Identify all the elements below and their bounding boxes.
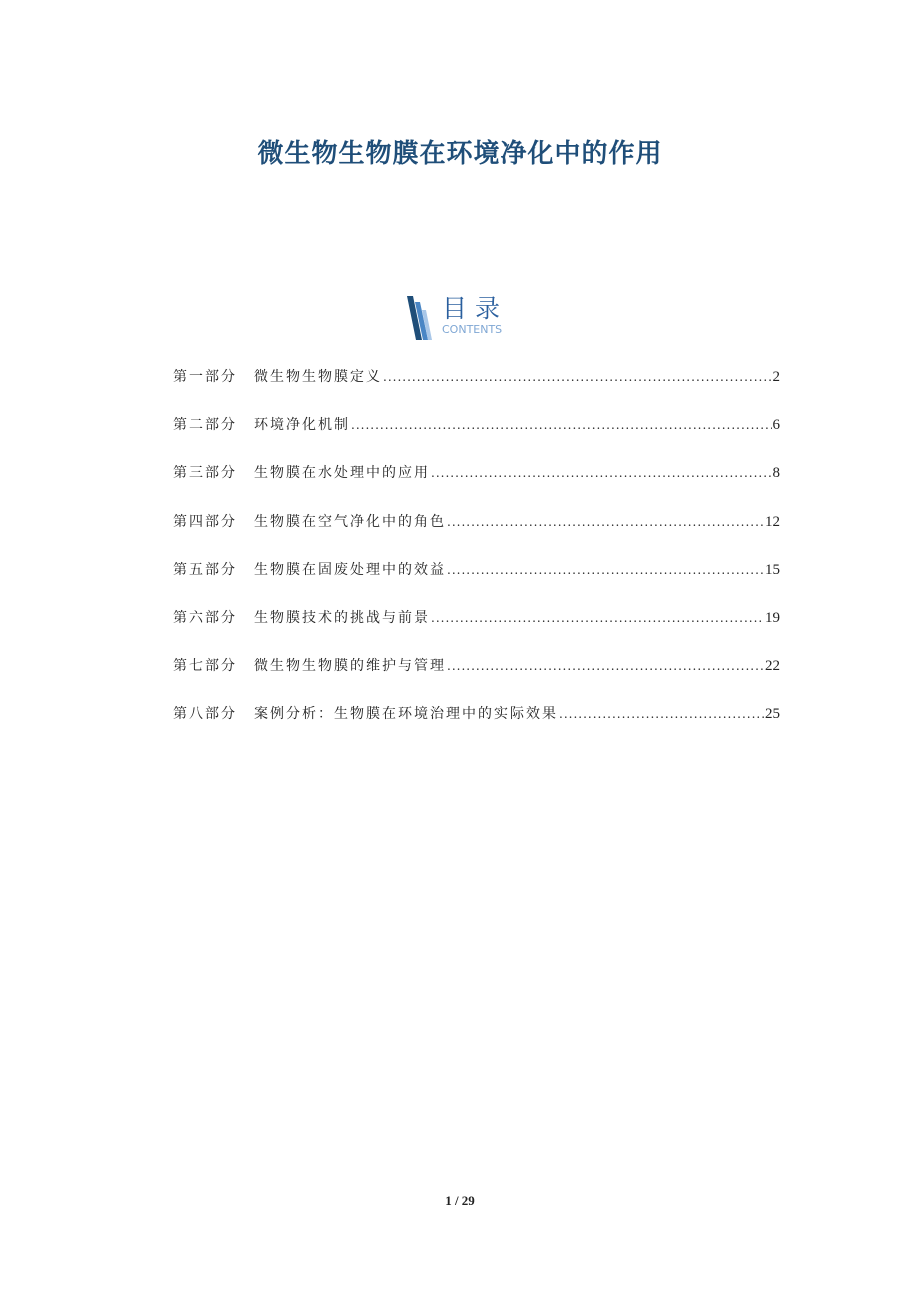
- toc-dot-leader: [431, 460, 772, 486]
- toc-entry-title: 微生物生物膜定义: [254, 369, 382, 385]
- toc-heading: 目录: [442, 294, 509, 323]
- toc-entry-page: 22: [765, 658, 780, 675]
- toc-entry[interactable]: [173, 653, 780, 701]
- toc-entry-title: 案例分析：生物膜在环境治理中的实际效果: [254, 706, 558, 723]
- toc-entry[interactable]: [173, 701, 780, 749]
- toc-entry[interactable]: [173, 364, 780, 412]
- toc-entry-part: 第二部分: [173, 417, 237, 434]
- toc-header: [406, 294, 526, 342]
- toc-dot-leader: [447, 509, 764, 535]
- toc-entry-page: 8: [772, 465, 780, 482]
- toc-entry-part: 第八部分: [173, 706, 237, 723]
- page-number-footer: 1 / 29: [445, 1193, 475, 1208]
- toc-entry[interactable]: [173, 557, 780, 605]
- toc-dot-leader: [559, 701, 764, 727]
- toc-entry-title: 生物膜技术的挑战与前景: [254, 609, 430, 626]
- toc-entry-page: 25: [765, 706, 780, 723]
- toc-entry-title: 生物膜在空气净化中的角色: [254, 513, 446, 530]
- toc-entry-page: 6: [772, 417, 780, 434]
- toc-subheading: CONTENTS: [442, 323, 503, 336]
- toc-entry-title: 环境净化机制: [254, 417, 350, 434]
- toc-entry-page: 15: [765, 561, 780, 578]
- toc-dot-leader: [447, 653, 764, 679]
- stacked-bars-logo-icon: [406, 296, 432, 340]
- toc-entry-page: 19: [765, 609, 780, 626]
- toc-entry[interactable]: [173, 412, 780, 460]
- toc-dot-leader: [431, 605, 764, 631]
- table-of-contents: [173, 364, 780, 750]
- toc-entry-page: 2: [772, 369, 780, 385]
- toc-dot-leader: [351, 412, 772, 438]
- document-title: 微生物生物膜在环境净化中的作用: [257, 139, 663, 170]
- toc-entry-title: 生物膜在固废处理中的效益: [254, 561, 446, 578]
- toc-entry-part: 第三部分: [173, 465, 237, 482]
- toc-dot-leader: [447, 557, 764, 583]
- toc-entry[interactable]: [173, 460, 780, 508]
- toc-entry[interactable]: [173, 509, 780, 557]
- toc-dot-leader: [383, 364, 772, 390]
- toc-entry-part: 第五部分: [173, 561, 237, 578]
- toc-entry-title: 生物膜在水处理中的应用: [254, 465, 430, 482]
- toc-entry-page: 12: [765, 513, 780, 530]
- toc-entry-part: 第七部分: [173, 658, 237, 675]
- toc-entry-part: 第一部分: [173, 369, 237, 385]
- toc-entry-part: 第四部分: [173, 513, 237, 530]
- toc-entry[interactable]: [173, 605, 780, 653]
- toc-entry-part: 第六部分: [173, 609, 237, 626]
- toc-entry-title: 微生物生物膜的维护与管理: [254, 658, 446, 675]
